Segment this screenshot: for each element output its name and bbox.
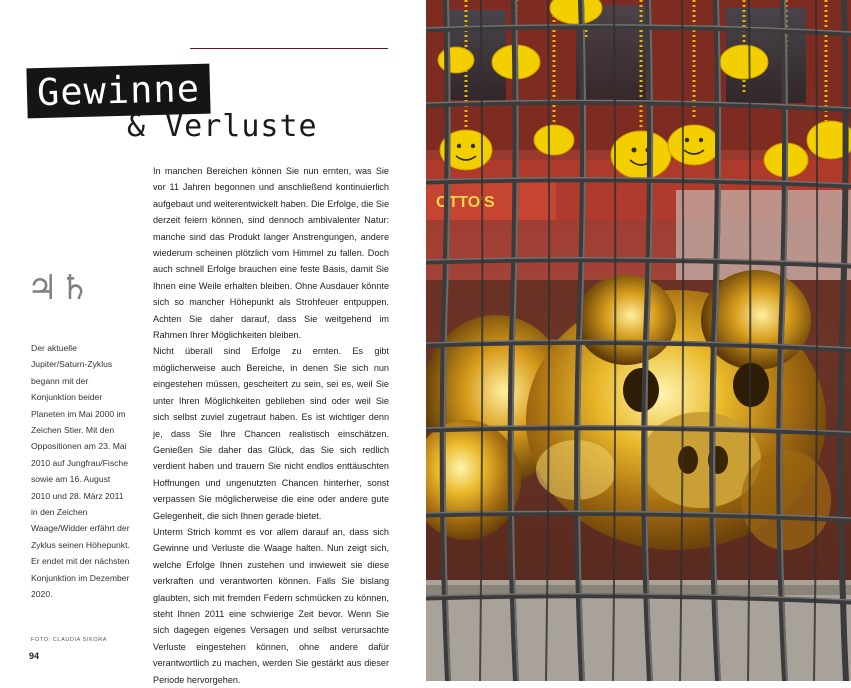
photo-credit: FOTO: CLAUDIA SIKORA	[31, 637, 108, 643]
paragraph: Nicht überall sind Erfolge zu ernten. Es gibt möglicherweise auch Bereiche, in denen Sie sich nun eingestehen müssen, gescheitert zu sein, sei es, weil Sie unter Ihren Möglichkeiten geblieben sind oder weil Sie sich selbst zuviel zugetraut haben. Es ist wichtiger denn je, dass Sie Ihre Chancen realistisch einschätzen. Genießen Sie daher das Glück, das Sie sich redlich verdient haben und trauern Sie nicht endlos enttäuschten Hoffnungen und ungenutzten Chancen hinterher, sonst verpassen Sie möglicherweise die eine oder andere gute Gelegenheit, die sich Ihnen gerade bietet.	[153, 346, 389, 521]
page-number: 94	[29, 651, 40, 661]
headline-sub: & Verluste	[127, 109, 318, 144]
header-rule	[190, 48, 388, 49]
headline-main: Gewinne	[36, 66, 201, 115]
sidebar-text: Der aktuelle Jupiter/Saturn-Zyklus begann mit der Konjunktion beider Planeten im Mai 2000 im Zeichen Stier. Mit den Oppositionen am 23. Mai 2010 auf Jungfrau/Fische sowie am 16. August 2010 und 28. März 2011 in den Zeichen Waage/Widder erfährt der Zyklus seinen Höhepunkt. Er endet mit der nächsten Konjunktion im Dezember 2020.	[31, 343, 130, 600]
main-text	[153, 163, 389, 688]
shop-window-photo	[426, 0, 851, 681]
left-page	[0, 0, 426, 685]
paragraph: In manchen Bereichen können Sie nun ernten, was Sie vor 11 Jahren begonnen und anschließend kontinuierlich aufgebaut und weiterentwickelt haben. Die Erfolge, die Sie derzeit feiern können, sind dennoch ambivalenter Natur: manche sind das Produkt langer Anstrengungen, andere wiederum scheinen plötzlich vom Himmel zu fallen. Doch auch schnell Erfolge brauchen eine feste Basis, damit Sie Ihnen eine Weile erhalten bleiben. Ohne Ausdauer könnte sich so mancher Höhepunkt als Strohfeuer entpuppen. Achten Sie daher darauf, dass Sie weitgehend im Rahmen Ihrer Möglichkeiten bleiben.	[153, 166, 389, 341]
photo-sign-text: OTTO'S	[436, 194, 495, 211]
photo-illustration	[426, 0, 851, 681]
jupiter-saturn-glyphs: ♃♄	[27, 268, 92, 308]
paragraph: Unterm Strich kommt es vor allem darauf an, dass sich Gewinne und Verluste die Waage halten. Nun zeigt sich, welche Erfolge Ihnen zustehen und inwieweit sie diese verkraften und verantworten können. Falls Sie bislang glaubten, sich mit fremden Federn schmücken zu können, steht Ihnen 2011 eine schwierige Zeit bevor. Wenn Sie sich dagegen eigenes Versagen und selbst verursachte Verluste eingestehen können, ohne andere dafür verantwortlich zu machen, werden Sie gestärkt aus dieser Periode hervorgehen.	[153, 526, 389, 685]
